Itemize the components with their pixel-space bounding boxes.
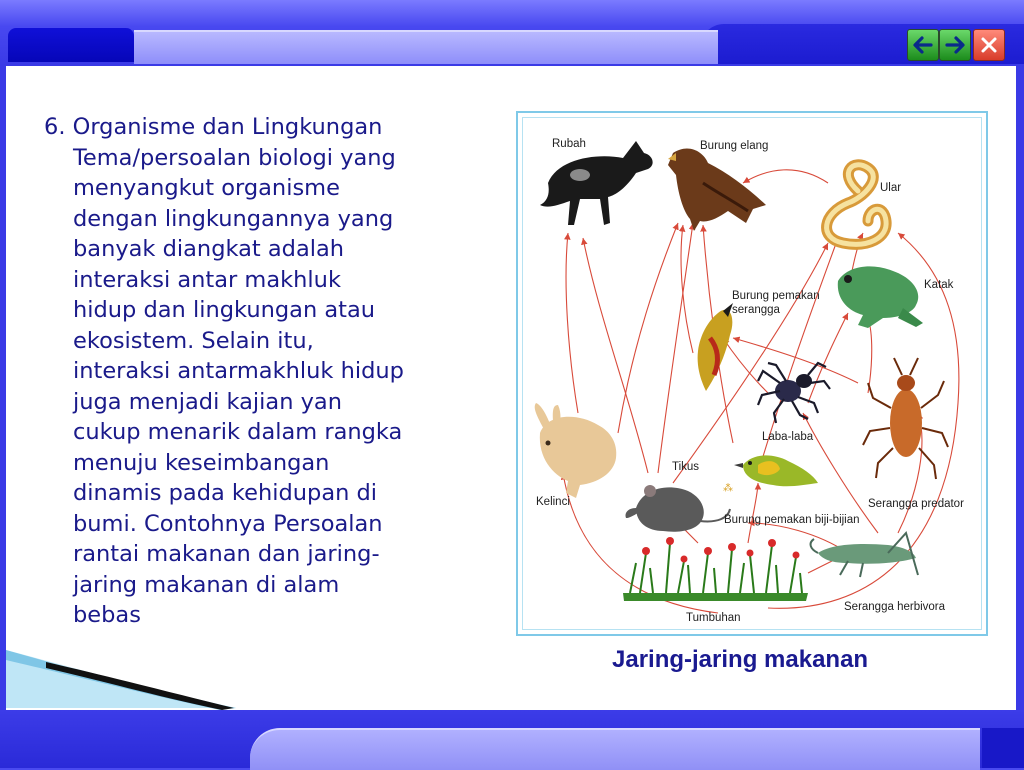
- food-web-arrows: [563, 170, 959, 613]
- body-line: menuju keseimbangan: [73, 449, 330, 476]
- arrow-kelinci-elang: [618, 223, 678, 433]
- label-serangga-herbivora: Serangga herbivora: [844, 601, 946, 613]
- close-button[interactable]: [973, 29, 1005, 61]
- plants-image: [623, 537, 808, 601]
- arrow-left-icon: [912, 35, 934, 55]
- arrow-tikus-ular: [673, 243, 828, 483]
- body-line: juga menjadi kajian yan: [73, 388, 342, 415]
- arrow-burung-serangga-elang: [681, 225, 693, 353]
- right-border: [1016, 66, 1024, 712]
- decorative-swoosh: [6, 648, 266, 712]
- body-line: bumi. Contohnya Persoalan: [73, 510, 383, 537]
- seed-eating-bird-image: [723, 455, 818, 494]
- slide-text: [44, 112, 484, 631]
- body-line: hidup dan lingkungan atau: [73, 297, 376, 323]
- eagle-image: [668, 148, 766, 231]
- bottom-bar-stripe: [250, 728, 980, 770]
- arrow-predator-katak: [868, 318, 872, 393]
- arrow-kelinci-rubah: [566, 233, 578, 413]
- arrow-tumbuhan-burung-biji: [748, 483, 758, 543]
- label-serangga-predator: Serangga predator: [868, 498, 964, 510]
- label-katak: Katak: [924, 279, 954, 291]
- label-ular: Ular: [880, 182, 902, 194]
- label-burung-elang: Burung elang: [700, 140, 769, 152]
- body-line: menyangkut organisme: [73, 175, 340, 201]
- label-burung-pemakan-biji: Burung pemakan biji-bijian: [724, 514, 860, 526]
- body-line: dengan lingkungannya yang: [73, 205, 394, 232]
- herbivore-insect-image: [811, 533, 918, 577]
- body-line: ekosistem. Selain itu,: [73, 327, 314, 354]
- frog-image: [838, 266, 923, 328]
- svg-text:⁂: ⁂: [723, 483, 733, 494]
- image-caption: Jaring-jaring makanan: [612, 646, 869, 673]
- body-line: bebas: [73, 602, 141, 628]
- title-tab: [8, 28, 134, 62]
- top-bar-stripe: [134, 30, 718, 64]
- body-line: interaksi antar makhluk: [73, 266, 341, 293]
- label-tumbuhan: Tumbuhan: [686, 612, 741, 624]
- predator-insect-image: [863, 358, 948, 479]
- next-slide-button[interactable]: [939, 29, 971, 61]
- arrow-ular-elang: [743, 170, 828, 183]
- rat-image: [625, 485, 730, 532]
- label-serangga: serangga: [732, 304, 780, 316]
- body-line: rantai makanan dan jaring-: [73, 541, 380, 567]
- body-line: interaksi antarmakhluk hidup: [73, 358, 404, 384]
- slide-heading: 6. Organisme dan Lingkungan: [44, 114, 383, 140]
- label-laba-laba: Laba-laba: [762, 431, 814, 443]
- body-line: dinamis pada kehidupan di: [73, 480, 378, 506]
- fox-image: [540, 141, 653, 225]
- food-web-diagram: [518, 113, 986, 634]
- body-line: Tema/persoalan biologi yang: [73, 144, 396, 171]
- label-rubah: Rubah: [552, 138, 586, 150]
- insect-eating-bird-image: [698, 303, 733, 391]
- close-icon: [979, 35, 999, 55]
- spider-image: [758, 363, 830, 423]
- label-kelinci: Kelinci: [536, 496, 570, 508]
- body-line: jaring makanan di alam: [73, 571, 340, 598]
- body-line: banyak diangkat adalah: [73, 236, 345, 262]
- food-web-image: [516, 111, 988, 636]
- previous-slide-button[interactable]: [907, 29, 939, 61]
- snake-image: [827, 165, 887, 244]
- arrow-laba-katak: [808, 313, 848, 403]
- body-line: cukup menarik dalam rangka: [73, 419, 403, 445]
- bottom-bar-corner: [982, 728, 1024, 768]
- slide-body: [73, 143, 484, 631]
- arrow-right-icon: [944, 35, 966, 55]
- label-tikus: Tikus: [672, 461, 700, 473]
- label-burung-pemakan-serangga: Burung pemakan: [732, 290, 820, 302]
- rabbit-image: [535, 403, 617, 498]
